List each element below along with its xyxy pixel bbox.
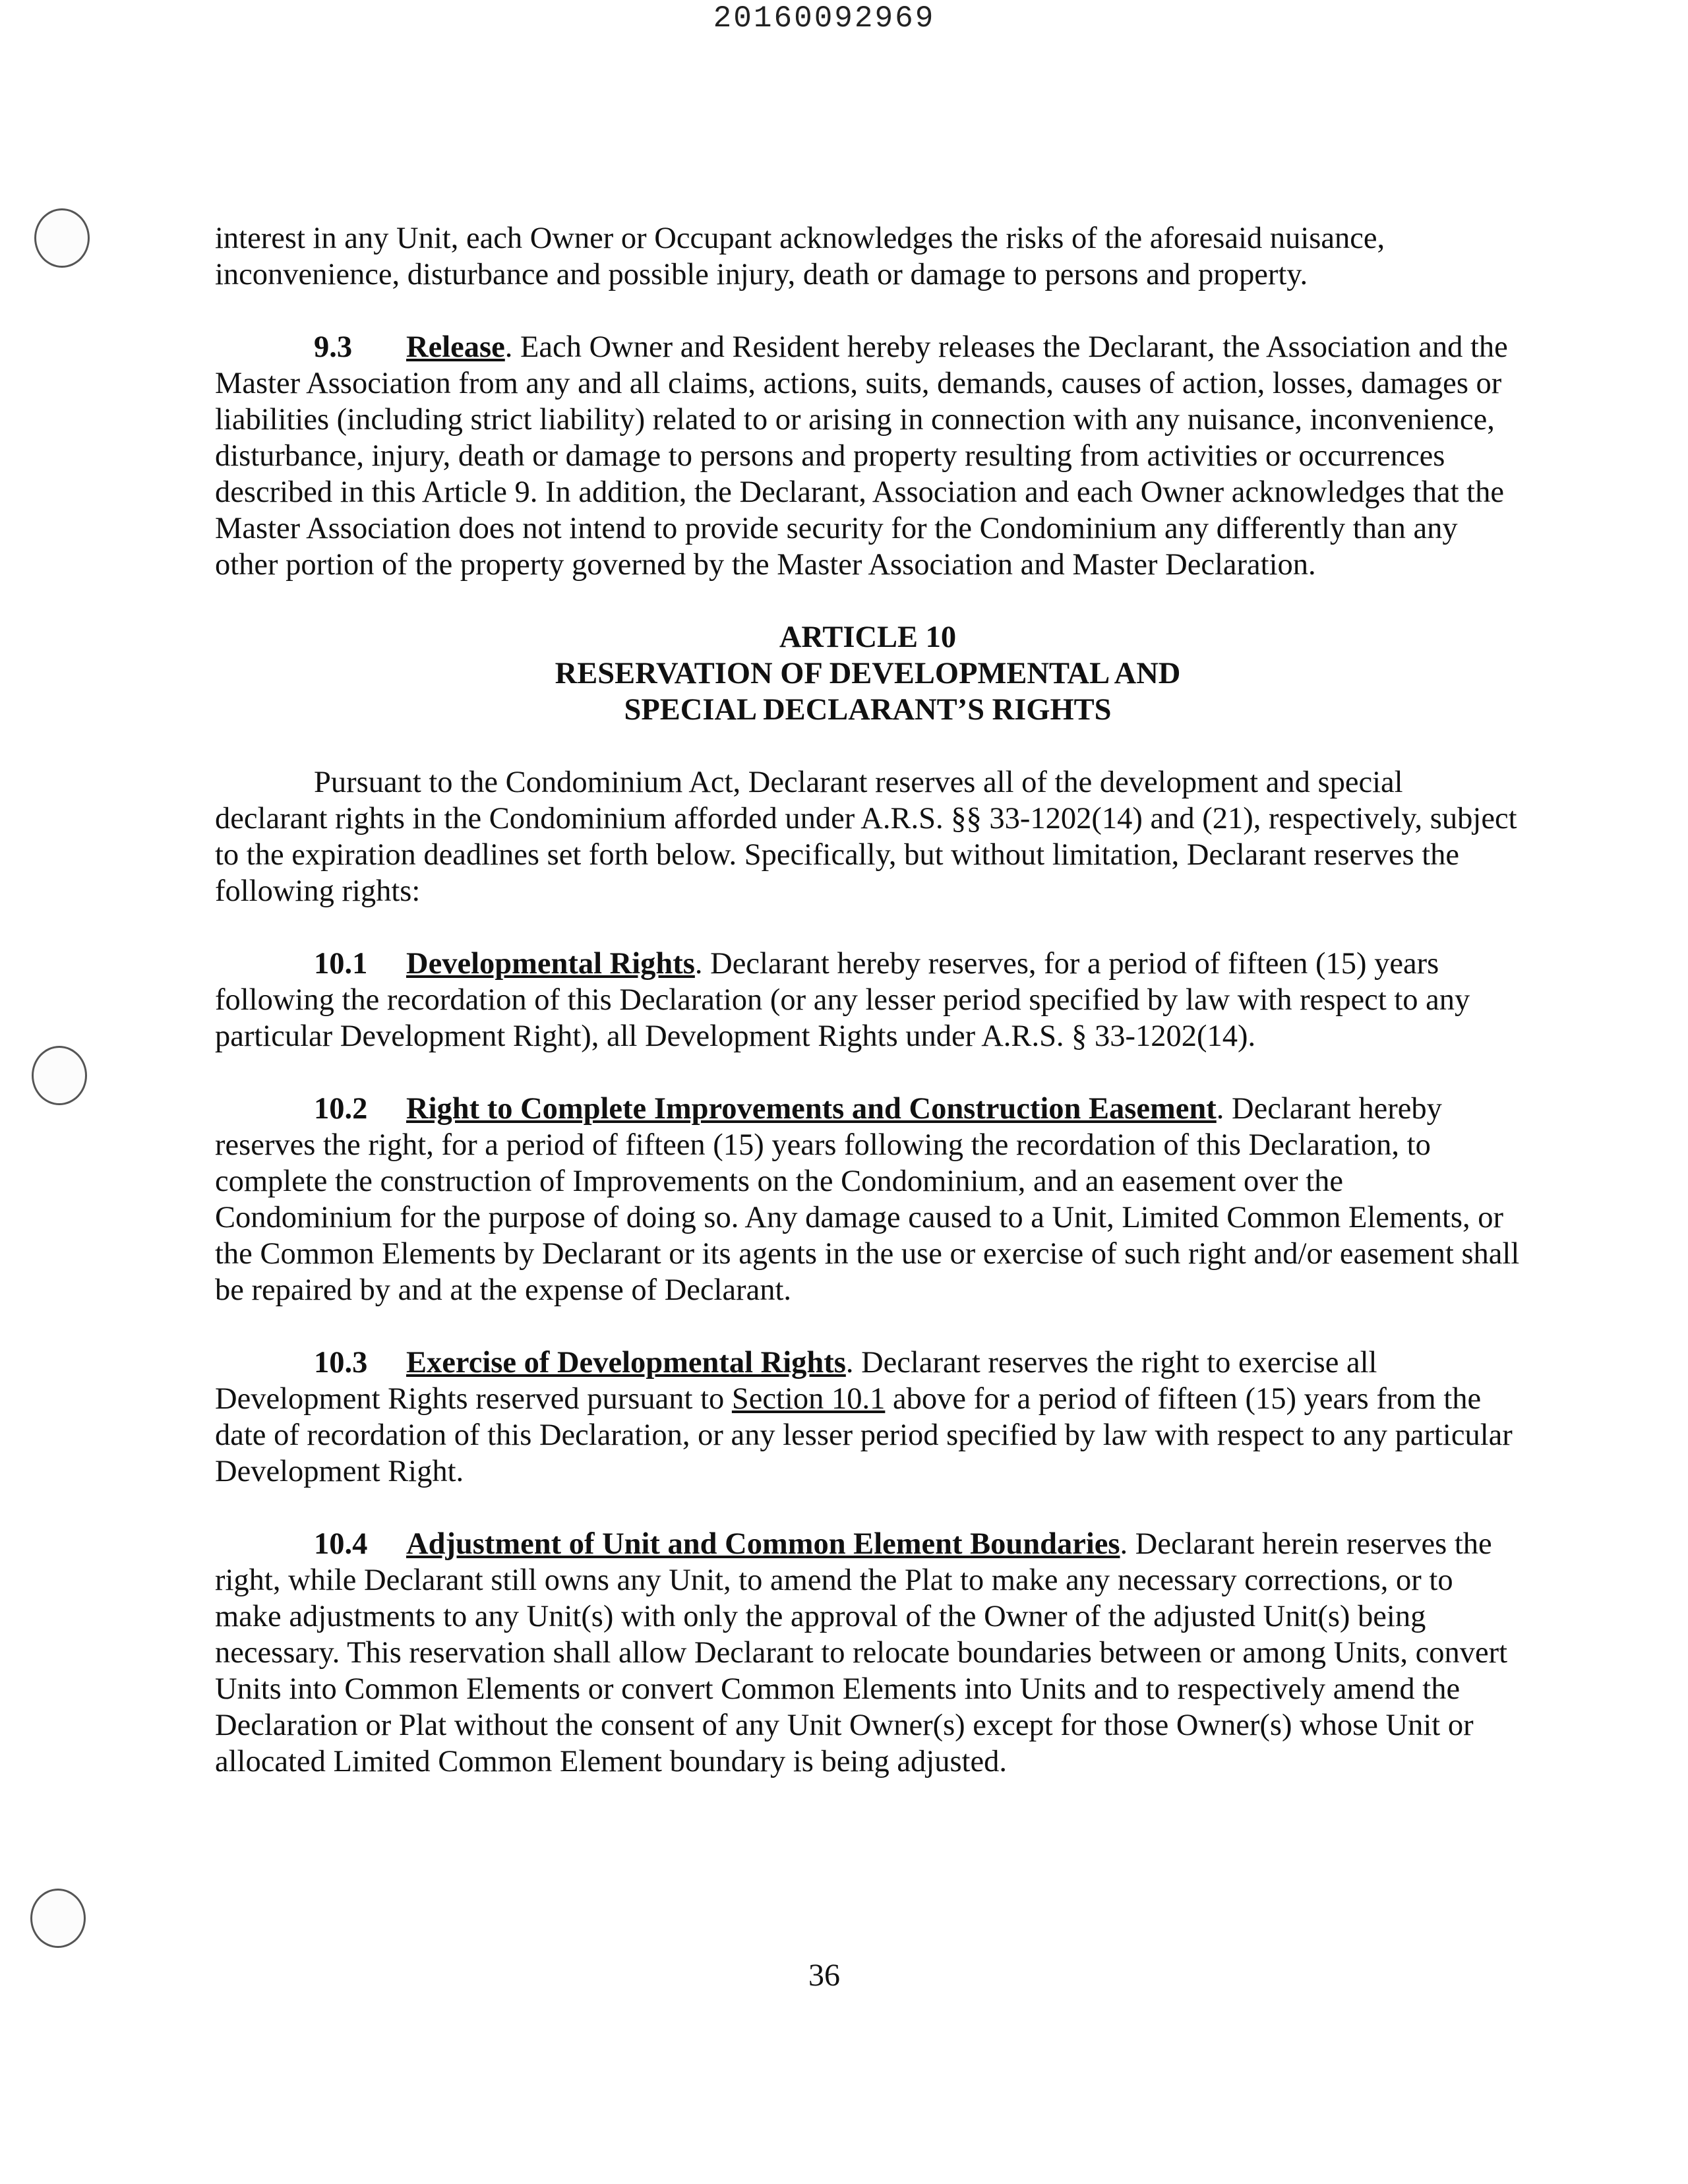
document-number: 20160092969 [713, 1, 936, 36]
article-title: ARTICLE 10 [779, 621, 957, 654]
section-10-3 [215, 1345, 1521, 1490]
continuation-paragraph: interest in any Unit, each Owner or Occupant acknowledges the risks of the aforesaid nuisance, inconvenience, disturbance and possible injury, death or damage to persons and property. [215, 222, 1385, 291]
document-body [215, 220, 1521, 1816]
article-subtitle-2: SPECIAL DECLARANT’S RIGHTS [624, 693, 1112, 727]
section-text: . Declarant hereby reserves the right, for a period of fifteen (15) years following the recordation of this Declaration, to complete the construction of Improvements on the Condominium, and an easement over the Condominium for the purpose of doing so. Any damage caused to a Unit, Limited Common Elements, or the Common Elements by Declarant or its agents in the use or exercise of such right and/or easement shall be repaired by and at the expense of Declarant. [215, 1092, 1520, 1307]
section-10-4 [215, 1526, 1521, 1780]
section-text: . Declarant hereby reserves, for a period of fifteen (15) years following the recordation of this Declaration (or any lesser period specified by law with respect to any particular Development Right), all Development Rights under A.R.S. § 33-1202(14). [215, 947, 1470, 1053]
section-heading: Release [406, 330, 505, 364]
section-reference-link[interactable]: Section 10.1 [731, 1382, 886, 1416]
section-number: 10.1 [314, 947, 368, 981]
section-text: . Declarant herein reserves the right, while Declarant still owns any Unit, to amend the Plat to make any necessary corrections, or to make adjustments to any Unit(s) with only the approval of the Owner of the adjusted Unit(s) being necessary. This reservation shall allow Declarant to relocate boundaries between or among Units, convert Units into Common Elements or convert Common Elements into Units and to respectively amend the Declaration or Plat without the consent of any Unit Owner(s) except for those Owner(s) whose Unit or allocated Limited Common Element boundary is being adjusted. [215, 1527, 1508, 1778]
section-10-2 [215, 1091, 1521, 1308]
punch-hole-top [34, 208, 90, 268]
section-number: 10.3 [314, 1346, 368, 1380]
section-number: 10.2 [314, 1092, 368, 1126]
section-number: 9.3 [314, 330, 353, 364]
section-number: 10.4 [314, 1527, 368, 1561]
section-10-1 [215, 946, 1521, 1054]
page-number: 36 [808, 1958, 840, 1993]
section-text: . Each Owner and Resident hereby releases the Declarant, the Association and the Master Association from any and all claims, actions, suits, demands, causes of action, losses, damages or liabilities (including strict liability) related to or arising in connection with any nuisance, inconvenience, disturbance, injury, death or damage to persons and property resulting from activities or occurrences described in this Article 9. In addition, the Declarant, Association and each Owner acknowledges that the Master Association does not intend to provide security for the Condominium any differently than any other portion of the property governed by the Master Association and Master Declaration. [215, 330, 1508, 582]
punch-hole-middle [32, 1046, 87, 1105]
section-heading: Adjustment of Unit and Common Element Boundaries [406, 1527, 1120, 1561]
section-9-3 [215, 329, 1521, 583]
article-intro [215, 764, 1521, 909]
article-subtitle-1: RESERVATION OF DEVELOPMENTAL AND [555, 657, 1181, 690]
section-text-b: above for a period of fifteen (15) years from the date of recordation of this Declaration, or any lesser period specified by law with respect to any particular Development Right. [215, 1382, 1513, 1488]
section-text-a: . Declarant reserves the right to exercise all Development Rights reserved pursuant to [215, 1346, 1377, 1416]
punch-hole-bottom [30, 1889, 86, 1948]
intro-text: Pursuant to the Condominium Act, Declarant reserves all of the development and special declarant rights in the Condominium afforded under A.R.S. §§ 33-1202(14) and (21), respectively, subject to the expiration deadlines set forth below. Specifically, but without limitation, Declarant reserves the following rights: [215, 766, 1517, 908]
section-heading: Exercise of Developmental Rights [406, 1346, 846, 1380]
section-heading: Right to Complete Improvements and Construction Easement [406, 1092, 1217, 1126]
section-heading: Developmental Rights [406, 947, 695, 981]
article-heading [215, 619, 1521, 728]
